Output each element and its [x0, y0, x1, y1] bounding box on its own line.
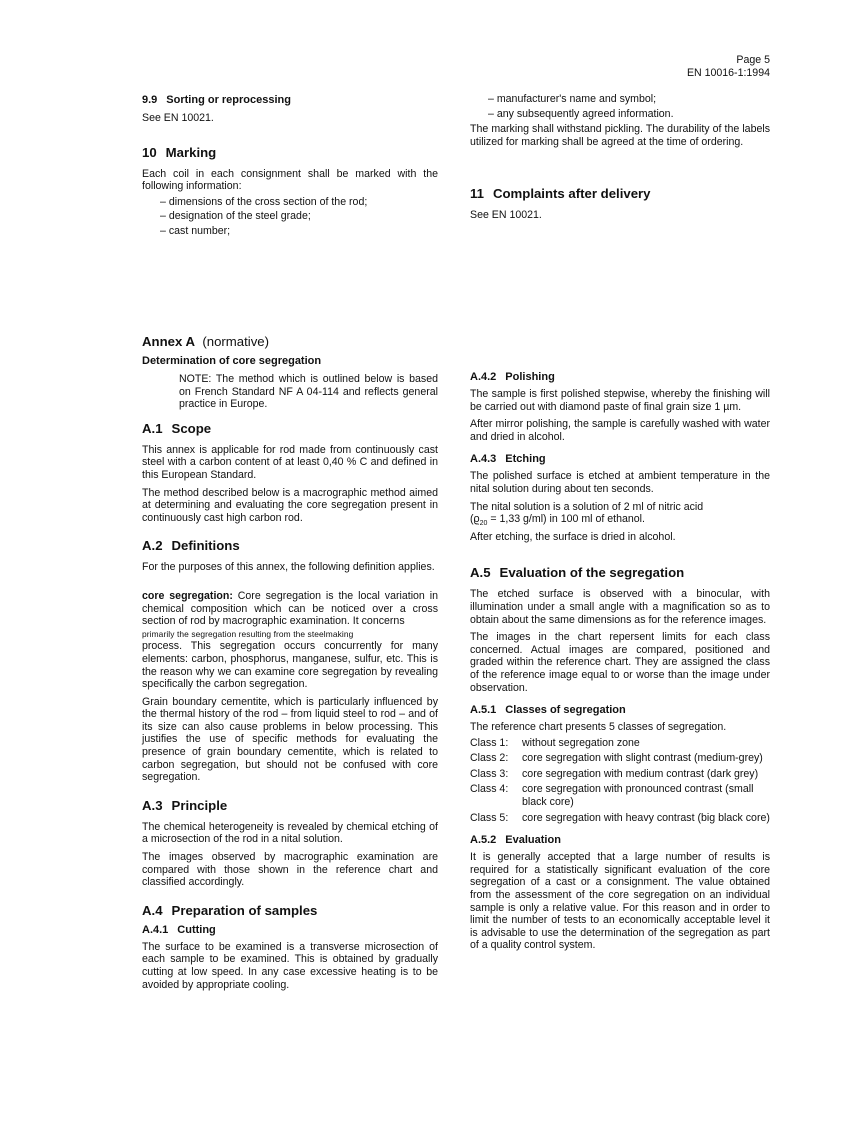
a4-1-paragraph: The surface to be examined is a transverse microsection of each sample to be examined. This is obtained by gradually cutting at low speed. In any case excessive heating is to be avoided by appropriate cooling.: [142, 940, 438, 991]
list-item: – dimensions of the cross section of the rod;: [160, 196, 438, 209]
a4-2-paragraph: The sample is first polished stepwise, whereby the finishing will be carried out with diamond paste of final grain size 1 µm.: [470, 388, 770, 413]
a5-2-heading: A.5.2 Evaluation: [470, 834, 561, 847]
list-item: – any subsequently agreed information.: [488, 108, 770, 121]
section-9-9-heading: 9.9 Sorting or reprocessing: [142, 94, 291, 106]
section-10-heading: 10 Marking: [142, 144, 217, 160]
class-row: Class 3: core segregation with medium contrast (dark grey): [470, 767, 759, 780]
a4-3-paragraph: After etching, the surface is dried in alcohol.: [470, 530, 676, 543]
section-10-intro: Each coil in each consignment shall be marked with the following information:: [142, 167, 438, 193]
a4-3-formula: ($ϱ_{20} = 1,33$ g/ml) in 100 ml of ethanol.: [470, 513, 645, 528]
section-11-heading: 11 Complaints after delivery: [470, 186, 651, 202]
class-row: Class 2: core segregation with slight contrast (medium-grey): [470, 752, 763, 765]
a2-definition: core segregation: Core segregation is the local variation in chemical composition which can be noticed over a cross section of rod by macrographic examination. It concerns: [142, 589, 438, 628]
a2-definition-cont: process. This segregation occurs concurrently for many elements: carbon, phosphorus, manganese, sulfur, etc. This is the reason why we can examine core segregation by revealing specifically the carbon segregation.: [142, 640, 438, 691]
class-row: Class 5: core segregation with heavy contrast (big black core): [470, 811, 770, 824]
a4-2-heading: A.4.2 Polishing: [470, 371, 555, 383]
standard-number: EN 10016-1:1994: [686, 67, 770, 79]
a4-3-paragraph: The polished surface is etched at ambient temperature in the nital solution during about ten seconds.: [470, 470, 770, 495]
a5-paragraph: The images in the chart repersent limits for each class concerned. Actual images are compared, positioned and graded within the reference chart. They are assigned the class of the reference image equal to or worse than the image under observation.: [470, 631, 770, 694]
list-item: – designation of the steel grade;: [160, 210, 438, 223]
annex-right-column: [470, 370, 770, 957]
a2-paragraph: Grain boundary cementite, which is particularly influenced by the thermal history of the rod – from liquid steel to rod – and of its size can also cause problems in below processing. This justifies the use of specific methods for evaluating the presence of grain boundary cementite, which is related to carbon segregation, but should not be confused with core segregation.: [142, 695, 438, 784]
a4-1-heading: A.4.1 Cutting: [142, 923, 216, 936]
a3-paragraph: The chemical heterogeneity is revealed by chemical etching of a microsection of the rod in a nital solution.: [142, 820, 438, 846]
upper-right-column: [470, 93, 770, 227]
a4-2-paragraph: After mirror polishing, the sample is carefully washed with water and dried in alcohol.: [470, 418, 770, 443]
a3-heading: A.3 Principle: [142, 797, 228, 813]
a4-3-paragraph: The nital solution is a solution of 2 ml of nitric acid: [470, 500, 704, 513]
list-item: – manufacturer's name and symbol;: [488, 93, 770, 106]
a5-2-paragraph: It is generally accepted that a large number of results is required for a statistically significant evaluation of the core segregation of a cast or a consignment. The value obtained from the assessment of the core segregation on an individual sample is only a relative value. For this reason and in order to limit the number of tests to an economically acceptable level it is advisable to use the determination of the segregation as part of a quality control system.: [470, 851, 770, 952]
definition-term: core segregation:: [142, 589, 233, 602]
page-header: [687, 54, 770, 80]
a5-heading: A.5 Evaluation of the segregation: [470, 565, 685, 581]
class-row: Class 4: core segregation with pronounced contrast (small black core): [470, 783, 754, 809]
a2-definition-small: primarily the segregation resulting from the steelmaking: [142, 628, 354, 639]
page-number: Page 5: [736, 54, 770, 66]
annex-left-column: [142, 334, 438, 996]
a2-paragraph: For the purposes of this annex, the following definition applies.: [142, 561, 435, 574]
list-item: – cast number;: [160, 225, 438, 238]
a5-paragraph: The etched surface is observed with a binocular, with illumination under a small angle with a magnification so as to obtain about the same dimensions as for the reference images.: [470, 588, 770, 626]
upper-left-column: [142, 93, 438, 240]
section-11-text: See EN 10021.: [470, 209, 542, 222]
section-10-paragraph: The marking shall withstand pickling. The durability of the labels utilized for marking shall be agreed at the time of ordering.: [470, 123, 770, 148]
a5-1-intro: The reference chart presents 5 classes of segregation.: [470, 721, 727, 734]
annex-title: Determination of core segregation: [142, 355, 322, 367]
a5-1-heading: A.5.1 Classes of segregation: [470, 704, 626, 717]
class-row: Class 1: without segregation zone: [470, 736, 640, 749]
annex-heading: Annex A (normative): [142, 334, 270, 349]
annex-note: NOTE: The method which is outlined below is based on French Standard NF A 04-114 and reflects general practice in Europe.: [179, 373, 438, 411]
section-9-9-text: See EN 10021.: [142, 112, 214, 124]
a4-heading: A.4 Preparation of samples: [142, 902, 318, 918]
a2-heading: A.2 Definitions: [142, 538, 240, 554]
a1-paragraph: This annex is applicable for rod made from continuously cast steel with a carbon content of at least 0,40 % C and defined in this European Standard.: [142, 443, 438, 481]
a1-paragraph: The method described below is a macrographic method aimed at determining and evaluating the core segregation present in continuously cast high carbon rod.: [142, 486, 438, 524]
a3-paragraph: The images observed by macrographic examination are compared with those shown in the reference chart and classified accordingly.: [142, 851, 438, 889]
a1-heading: A.1 Scope: [142, 420, 212, 436]
a4-3-heading: A.4.3 Etching: [470, 453, 546, 466]
